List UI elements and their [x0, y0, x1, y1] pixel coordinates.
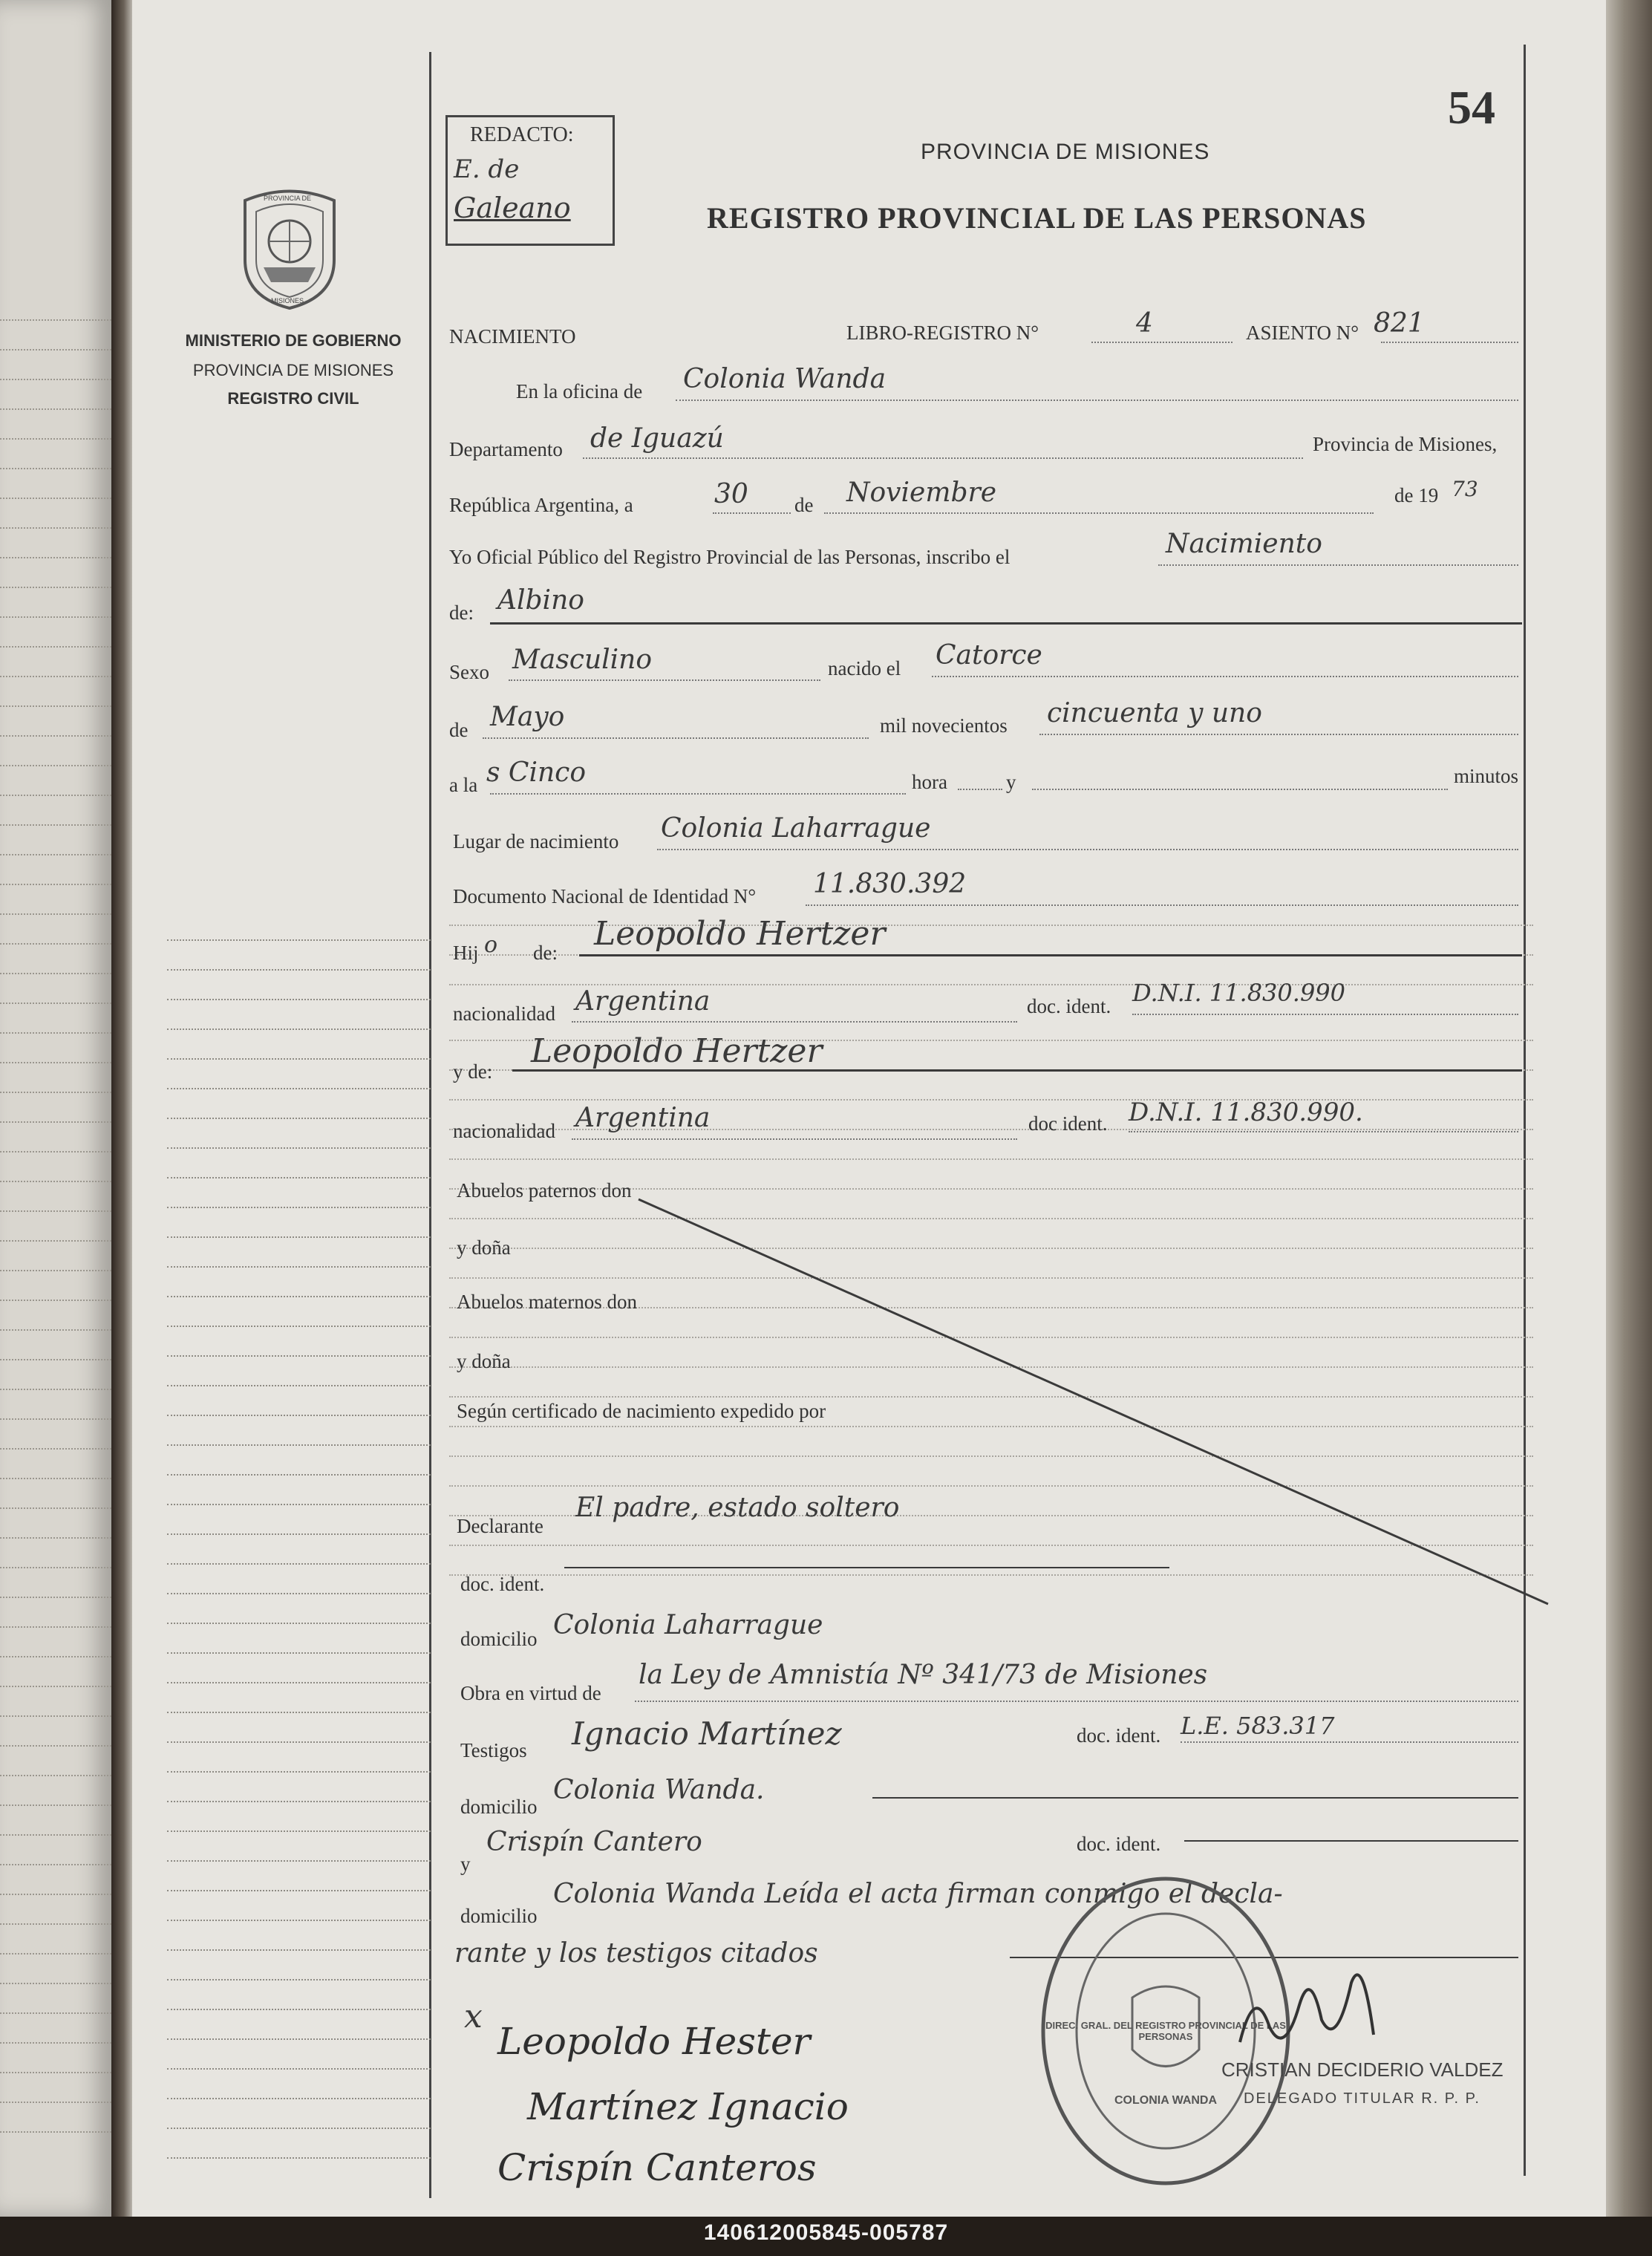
- de-anio-label: de 19: [1394, 484, 1439, 506]
- signature-leopoldo: Leopoldo Hester: [497, 2020, 811, 2063]
- cross-mark: x: [464, 1998, 483, 2035]
- ydona2-label: y doña: [457, 1350, 511, 1372]
- oficial-value: Nacimiento: [1166, 529, 1322, 559]
- continuation-value: rante y los testigos citados: [454, 1938, 818, 1969]
- de-mes-nac-label: de: [449, 719, 468, 741]
- ministry-line2: PROVINCIA DE MISIONES: [192, 361, 394, 379]
- sexo-value: Masculino: [512, 645, 653, 675]
- asiento-label: ASIENTO N°: [1246, 322, 1359, 344]
- domicilio1-label: domicilio: [460, 1628, 538, 1650]
- nacionalidad2-label: nacionalidad: [453, 1120, 555, 1142]
- redacto-line1: E. de: [454, 154, 520, 184]
- anio-value: 73: [1452, 477, 1478, 501]
- redacto-line2: Galeano: [454, 192, 571, 224]
- sexo-label: Sexo: [449, 661, 489, 683]
- domicilio3-label: domicilio: [460, 1905, 538, 1927]
- asiento-value: 821: [1374, 308, 1425, 339]
- de-nombre-label: de:: [449, 602, 474, 624]
- dni-value: 11.830.392: [813, 869, 967, 899]
- ministry-line3: REGISTRO CIVIL: [227, 389, 359, 408]
- docident2-value: D.N.I. 11.830.990.: [1129, 1098, 1363, 1127]
- mes-value: Noviembre: [846, 477, 997, 508]
- abuelos-paternos-label: Abuelos paternos don: [457, 1179, 632, 1202]
- testigo1-value: Ignacio Martínez: [572, 1715, 842, 1752]
- mes-nac-value: Mayo: [490, 702, 565, 732]
- oficina-label: En la oficina de: [516, 380, 643, 402]
- stamp-inner-text: COLONIA WANDA: [1114, 2094, 1218, 2107]
- testigo2-value: Crispín Cantero: [486, 1827, 702, 1857]
- hora-label: hora: [912, 771, 947, 793]
- nacido-label: nacido el: [828, 657, 901, 679]
- official-name: CRISTIAN DECIDERIO VALDEZ: [1221, 2058, 1504, 2081]
- madre-value: Leopoldo Hertzer: [531, 1032, 823, 1070]
- nombre-value: Albino: [497, 585, 584, 616]
- nacido-value: Catorce: [936, 640, 1042, 671]
- domicilio1-value: Colonia Laharrague: [553, 1610, 823, 1640]
- obra-value: la Ley de Amnistía Nº 341/73 de Misiones: [639, 1660, 1208, 1690]
- stamp-ring-text: DIREC. GRAL. DEL REGISTRO PROVINCIAL DE LAS PERSONAS: [1045, 2020, 1286, 2042]
- declarante-value: El padre, estado soltero: [575, 1493, 900, 1523]
- seal-text-top: PROVINCIA DE: [264, 195, 312, 202]
- oficina-value: Colonia Wanda: [683, 364, 887, 394]
- hijo-suffix: o: [484, 932, 498, 958]
- domicilio2-value: Colonia Wanda.: [553, 1775, 765, 1805]
- departamento-label: Departamento: [449, 438, 563, 460]
- abuelos-maternos-label: Abuelos maternos don: [457, 1291, 637, 1313]
- dia-value: 30: [714, 479, 748, 509]
- nacionalidad2-value: Argentina: [575, 1103, 711, 1133]
- minutos-label: minutos: [1454, 765, 1519, 787]
- docident2-label: doc ident.: [1028, 1112, 1108, 1135]
- docident5-label: doc. ident.: [1077, 1833, 1161, 1855]
- mil-value: cincuenta y uno: [1047, 698, 1262, 728]
- docident4-value: L.E. 583.317: [1181, 1712, 1335, 1740]
- lugar-label: Lugar de nacimiento: [453, 830, 619, 852]
- image-caption: 140612005845-005787: [703, 2220, 949, 2245]
- testigos-label: Testigos: [460, 1739, 527, 1761]
- nacimiento-label: NACIMIENTO: [449, 325, 576, 348]
- libro-value: 4: [1136, 308, 1153, 339]
- obra-label: Obra en virtud de: [460, 1682, 601, 1704]
- departamento-value: de Iguazú: [590, 423, 724, 454]
- ministry-line1: MINISTERIO DE GOBIERNO: [185, 331, 402, 350]
- y-de-label: y de:: [453, 1060, 493, 1083]
- docident1-label: doc. ident.: [1027, 995, 1111, 1017]
- signature-crispin: Crispín Canteros: [497, 2146, 817, 2189]
- page-number: 54: [1448, 81, 1495, 134]
- dni-label: Documento Nacional de Identidad N°: [453, 885, 757, 907]
- redacto-label: REDACTO:: [470, 123, 574, 146]
- hijo-label: Hij: [453, 942, 479, 964]
- domicilio2-label: domicilio: [460, 1796, 538, 1818]
- seal-text-bottom: MISIONES: [271, 297, 304, 304]
- docident4-label: doc. ident.: [1077, 1724, 1161, 1747]
- oficial-label: Yo Oficial Público del Registro Provincial de las Personas, inscribo el: [449, 546, 1011, 568]
- mil-label: mil novecientos: [880, 714, 1008, 737]
- padre-value: Leopoldo Hertzer: [594, 915, 886, 953]
- signature-martinez: Martínez Ignacio: [527, 2085, 849, 2128]
- alas-label: a la: [449, 774, 478, 796]
- province-heading: PROVINCIA DE MISIONES: [921, 140, 1210, 164]
- provincia-label: Provincia de Misiones,: [1313, 433, 1498, 455]
- official-signature: [1225, 1938, 1418, 2064]
- official-title: DELEGADO TITULAR R. P. P.: [1244, 2090, 1480, 2107]
- hijo-de-label: de:: [533, 942, 558, 964]
- docident1-value: D.N.I. 11.830.990: [1132, 979, 1346, 1007]
- ydona1-label: y doña: [457, 1236, 511, 1259]
- segun-label: Según certificado de nacimiento expedido por: [457, 1400, 826, 1422]
- lugar-value: Colonia Laharrague: [661, 813, 931, 844]
- alas-value: s Cinco: [486, 757, 586, 788]
- libro-label: LIBRO-REGISTRO N°: [846, 322, 1039, 344]
- republica-label: República Argentina, a: [449, 494, 633, 516]
- y-label: y: [1006, 771, 1016, 793]
- de-mes-label: de: [794, 494, 814, 516]
- nacionalidad1-label: nacionalidad: [453, 1003, 555, 1025]
- docident3-label: doc. ident.: [460, 1573, 545, 1595]
- domicilio3-value: Colonia Wanda Leída el acta firman conmigo el decla-: [553, 1879, 1283, 1909]
- declarante-label: Declarante: [457, 1515, 543, 1537]
- y-testigo-label: y: [460, 1853, 471, 1875]
- registry-title: REGISTRO PROVINCIAL DE LAS PERSONAS: [707, 201, 1367, 235]
- nacionalidad1-value: Argentina: [575, 986, 711, 1017]
